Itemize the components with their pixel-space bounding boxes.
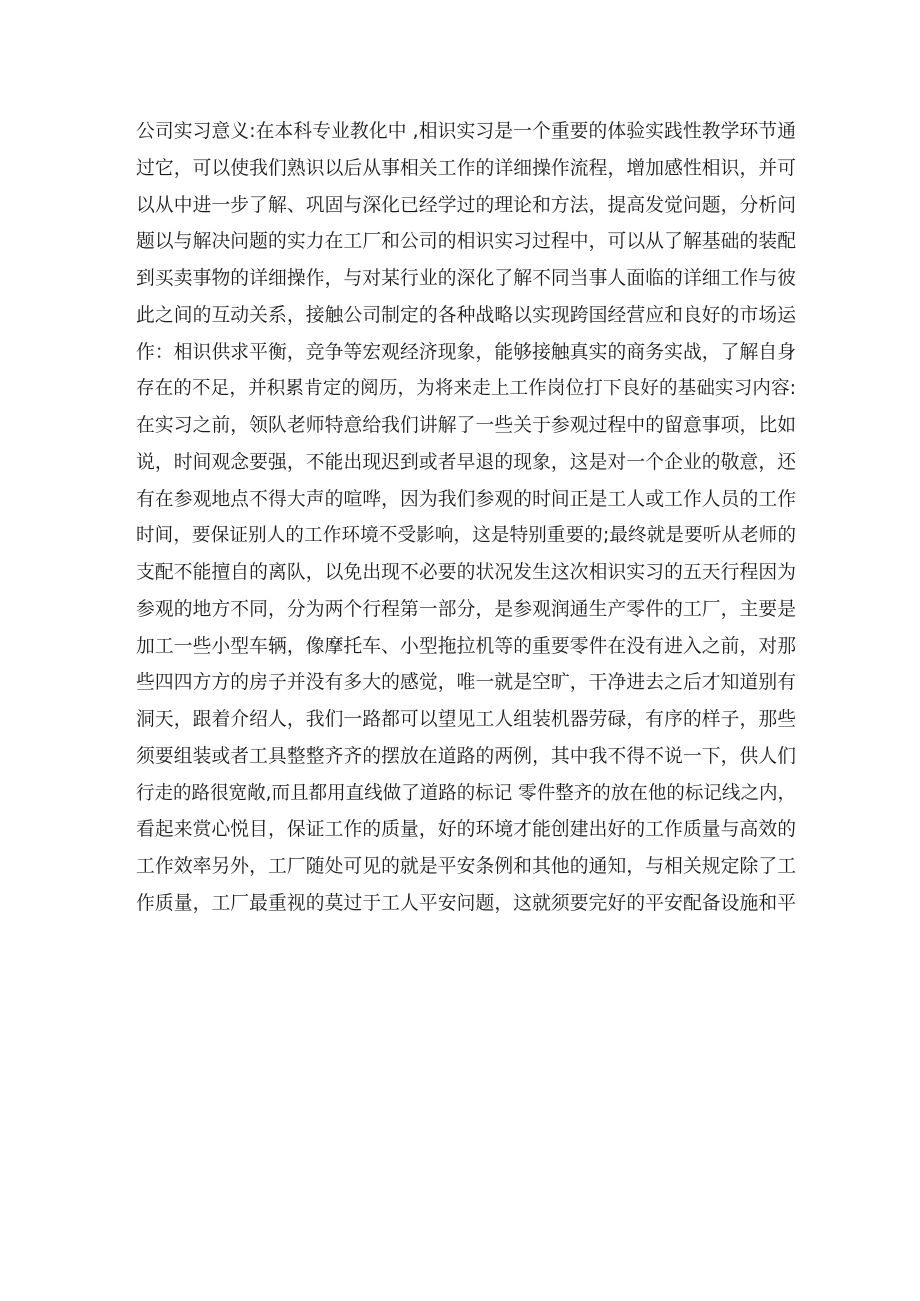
text-line: 在实习之前，领队老师特意给我们讲解了一些关于参观过程中的留意事项，比如	[136, 415, 796, 436]
text-line: 些四四方方的房子并没有多大的感觉，唯一就是空旷，干净进去之后才知道别有	[136, 672, 796, 694]
text-line: 此之间的互动关系，接触公司制定的各种战略以实现跨国经营应和良好的市场运	[136, 304, 796, 326]
text-line: 须要组装或者工具整整齐齐的摆放在道路的两例，其中我不得不说一下，供人们	[136, 745, 796, 767]
text-line: 行走的路很宽敞,而且都用直线做了道路的标记 零件整齐的放在他的标记线之内，	[136, 782, 796, 804]
text-line: 有在参观地点不得大声的喧哗，因为我们参观的时间正是工人或工作人员的工作	[136, 488, 796, 510]
text-line: 存在的不足，并积累肯定的阅历，为将来走上工作岗位打下良好的基础实习内容:	[136, 378, 796, 400]
text-line: 加工一些小型车辆，像摩托车、小型拖拉机等的重要零件在没有进入之前，对那	[136, 635, 796, 657]
text-line: 过它，可以使我们熟识以后从事相关工作的详细操作流程，增加感性相识，并可	[136, 157, 796, 179]
text-line: 支配不能擅自的离队，以免出现不必要的状况发生这次相识实习的五天行程因为	[136, 562, 796, 583]
text-line: 公司实习意义:在本科专业教化中 ,相识实习是一个重要的体验实践性教学环节通	[136, 121, 796, 142]
text-line: 以从中进一步了解、巩固与深化已经学过的理论和方法，提高发觉问题，分析问	[136, 194, 796, 216]
text-line: 题以与解决问题的实力在工厂和公司的相识实习过程中，可以从了解基础的装配	[136, 231, 796, 253]
text-line: 作：相识供求平衡，竞争等宏观经济现象，能够接触真实的商务实战，了解自身	[136, 341, 796, 363]
text-line: 时间，要保证别人的工作环境不受影响，这是特别重要的;最终就是要听从老师的	[136, 525, 796, 547]
text-line: 到买卖事物的详细操作，与对某行业的深化了解不同当事人面临的详细工作与彼	[136, 268, 796, 289]
text-line: 看起来赏心悦目，保证工作的质量，好的环境才能创建出好的工作质量与高效的	[136, 819, 796, 841]
text-line: 工作效率另外，工厂随处可见的就是平安条例和其他的通知，与相关规定除了工	[136, 856, 796, 877]
text-line: 洞天，跟着介绍人，我们一路都可以望见工人组装机器劳碌，有序的样子，那些	[136, 709, 796, 730]
text-line: 说，时间观念要强，不能出现迟到或者早退的现象，这是对一个企业的敬意，还	[136, 451, 796, 473]
body-paragraph	[136, 114, 796, 923]
text-line: 参观的地方不同，分为两个行程第一部分，是参观润通生产零件的工厂，主要是	[136, 598, 796, 620]
text-line: 作质量，工厂最重视的莫过于工人平安问题，这就须要完好的平安配备设施和平	[136, 892, 796, 914]
